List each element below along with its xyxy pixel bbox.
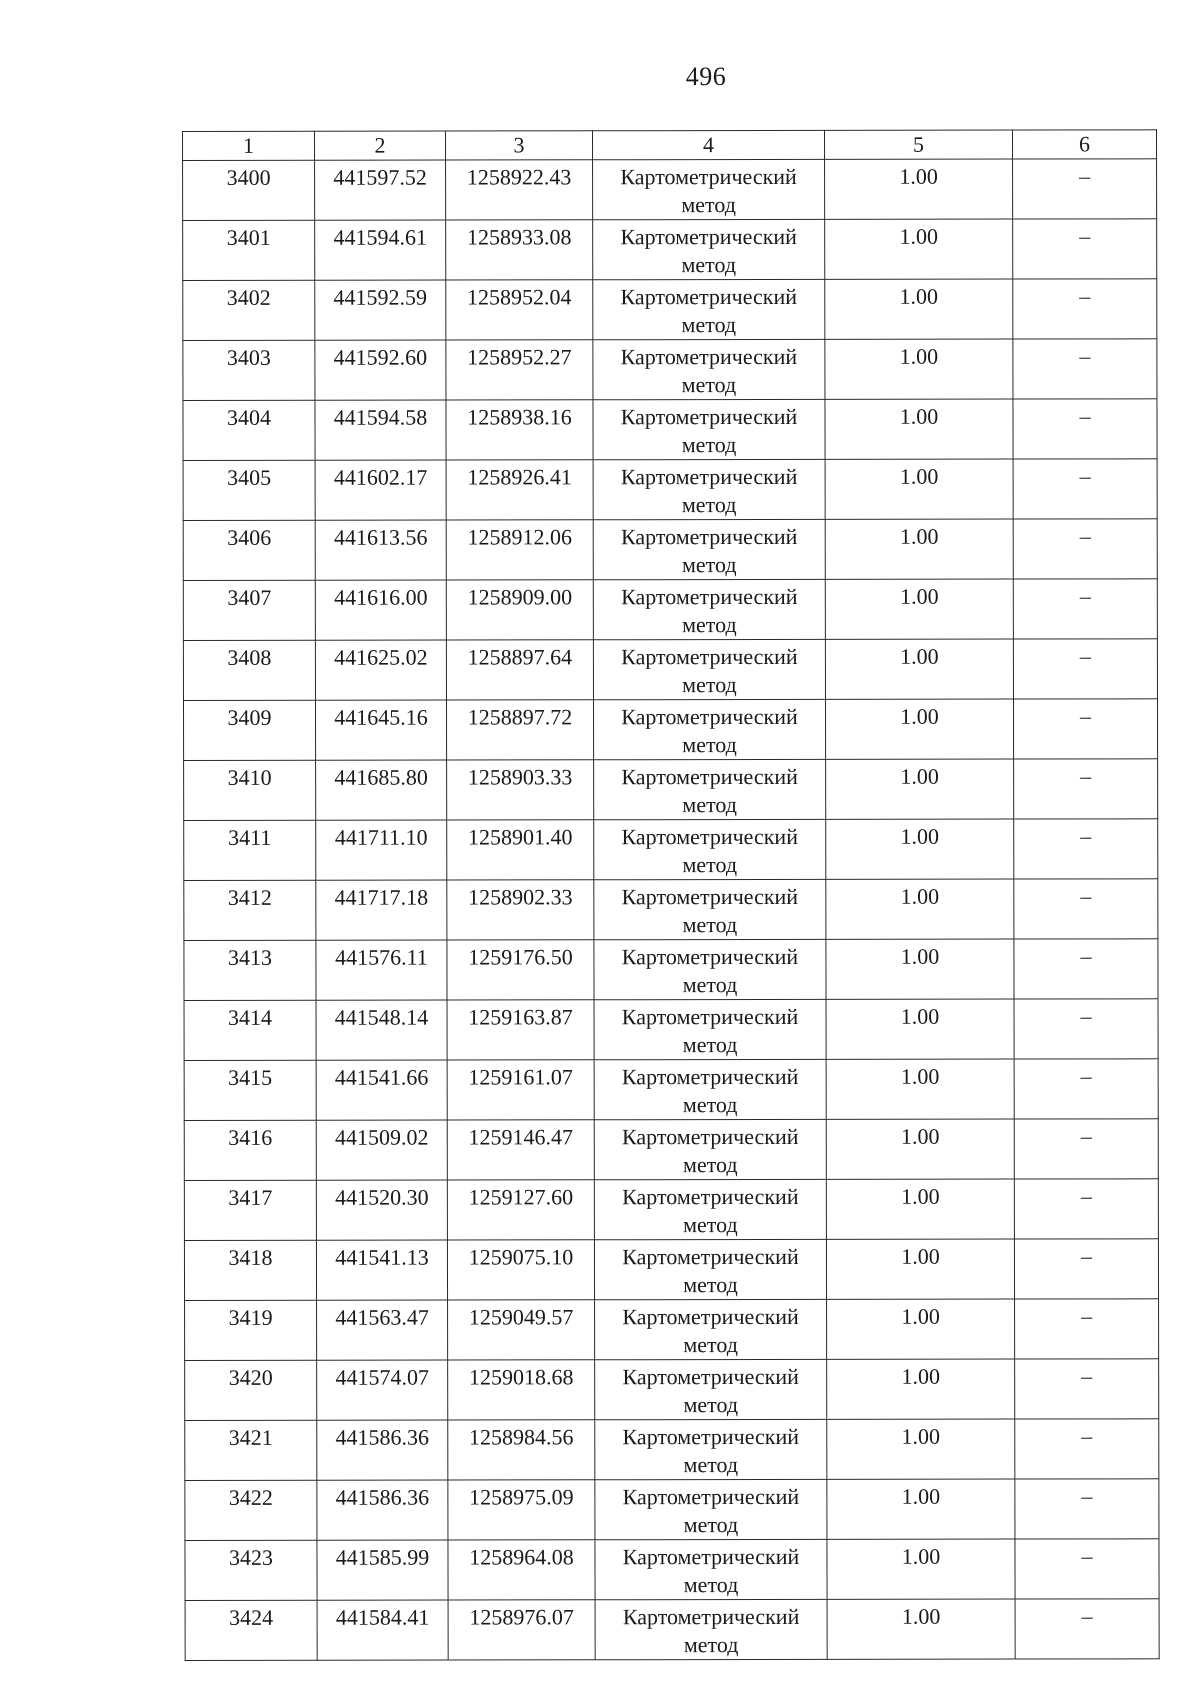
note-cell: – (1015, 1599, 1159, 1659)
y-coordinate-cell: 1258933.08 (446, 220, 593, 280)
method-line: метод (682, 612, 737, 638)
point-number-cell: 3420 (185, 1360, 317, 1420)
method-line: метод (682, 972, 738, 998)
x-coordinate-cell: 441541.66 (316, 1060, 447, 1120)
x-coordinate-cell: 441592.60 (315, 340, 446, 400)
x-coordinate-cell: 441509.02 (316, 1120, 447, 1180)
note-cell: – (1015, 1299, 1159, 1359)
method-line: Картометрический (621, 943, 799, 970)
coordinates-table (182, 129, 1160, 1661)
x-coordinate-cell: 441576.11 (316, 940, 447, 1000)
x-coordinate-cell: 441574.07 (317, 1360, 448, 1420)
table-row (183, 459, 1157, 521)
point-number-cell: 3403 (183, 340, 315, 400)
table-row (183, 339, 1157, 401)
method-line: метод (681, 372, 737, 398)
method-cell (594, 1239, 826, 1299)
table-row (185, 1359, 1159, 1421)
note-cell: – (1015, 1419, 1159, 1479)
x-coordinate-cell: 441613.56 (315, 520, 446, 580)
point-number-cell: 3409 (183, 700, 315, 760)
accuracy-cell: 1.00 (826, 1179, 1014, 1239)
note-cell: – (1014, 1059, 1158, 1119)
accuracy-cell: 1.00 (825, 519, 1013, 579)
y-coordinate-cell: 1258976.07 (448, 1600, 595, 1660)
table-row (184, 1239, 1158, 1301)
method-line: метод (681, 192, 736, 218)
table-row (183, 399, 1157, 461)
point-number-cell: 3406 (183, 520, 315, 580)
note-cell: – (1013, 279, 1157, 339)
method-line: Картометрический (622, 1243, 799, 1270)
method-cell (594, 819, 826, 879)
method-cell (593, 639, 825, 699)
method-cell (593, 219, 825, 279)
y-coordinate-cell: 1259127.60 (447, 1180, 594, 1240)
y-coordinate-cell: 1259163.87 (447, 1000, 594, 1060)
table-row (183, 219, 1157, 281)
method-line: Картометрический (621, 1063, 799, 1090)
method-line: Картометрический (622, 1303, 799, 1330)
point-number-cell: 3415 (184, 1060, 316, 1120)
table-row (184, 939, 1158, 1001)
method-cell (593, 279, 825, 339)
accuracy-cell: 1.00 (827, 1599, 1015, 1659)
accuracy-cell: 1.00 (826, 819, 1014, 879)
y-coordinate-cell: 1258912.06 (446, 520, 593, 580)
y-coordinate-cell: 1258897.72 (446, 700, 593, 760)
x-coordinate-cell: 441563.47 (317, 1300, 448, 1360)
table-row (185, 1299, 1159, 1361)
x-coordinate-cell: 441645.16 (315, 700, 446, 760)
method-line: метод (682, 672, 737, 698)
table-row (185, 1419, 1159, 1481)
note-cell: – (1015, 1479, 1159, 1539)
point-number-cell: 3404 (183, 400, 315, 460)
method-line: Картометрический (622, 1483, 800, 1510)
point-number-cell: 3421 (185, 1420, 317, 1480)
point-number-cell: 3414 (184, 1000, 316, 1060)
accuracy-cell: 1.00 (826, 1119, 1014, 1179)
point-number-cell: 3418 (184, 1240, 316, 1300)
column-header: 3 (446, 131, 593, 160)
y-coordinate-cell: 1258926.41 (446, 460, 593, 520)
method-line: Картометрический (621, 1003, 799, 1030)
method-line: Картометрический (620, 463, 798, 490)
method-cell (595, 1359, 827, 1419)
point-number-cell: 3400 (183, 160, 315, 220)
column-header: 4 (593, 130, 825, 159)
method-line: Картометрический (620, 283, 798, 310)
table-row (183, 159, 1157, 221)
method-line: метод (683, 1212, 738, 1238)
x-coordinate-cell: 441520.30 (316, 1180, 447, 1240)
note-cell: – (1014, 879, 1158, 939)
table-row (184, 879, 1158, 941)
accuracy-cell: 1.00 (825, 459, 1013, 519)
accuracy-cell: 1.00 (825, 579, 1013, 639)
table-row (183, 279, 1157, 341)
x-coordinate-cell: 441685.80 (316, 760, 447, 820)
note-cell: – (1013, 159, 1157, 219)
method-line: Картометрический (621, 1123, 799, 1150)
table-body (183, 159, 1160, 1661)
point-number-cell: 3408 (183, 640, 315, 700)
x-coordinate-cell: 441594.58 (315, 400, 446, 460)
note-cell: – (1013, 699, 1157, 759)
method-line: метод (682, 1092, 738, 1118)
accuracy-cell: 1.00 (825, 399, 1013, 459)
y-coordinate-cell: 1258902.33 (447, 880, 594, 940)
y-coordinate-cell: 1259018.68 (448, 1360, 595, 1420)
method-cell (593, 579, 825, 639)
table-row (184, 819, 1158, 881)
method-line: Картометрический (622, 1183, 799, 1210)
point-number-cell: 3402 (183, 280, 315, 340)
method-line: метод (681, 312, 737, 338)
point-number-cell: 3419 (185, 1300, 317, 1360)
point-number-cell: 3416 (184, 1120, 316, 1180)
method-line: Картометрический (622, 1423, 800, 1450)
accuracy-cell: 1.00 (826, 879, 1014, 939)
accuracy-cell: 1.00 (825, 219, 1013, 279)
method-line: метод (682, 912, 738, 938)
accuracy-cell: 1.00 (825, 639, 1013, 699)
method-line: Картометрический (621, 883, 799, 910)
accuracy-cell: 1.00 (827, 1539, 1015, 1599)
note-cell: – (1013, 639, 1157, 699)
method-line: Картометрический (621, 643, 798, 670)
table-row (185, 1539, 1159, 1601)
method-line: метод (683, 1632, 739, 1658)
point-number-cell: 3424 (185, 1600, 317, 1660)
y-coordinate-cell: 1258938.16 (446, 400, 593, 460)
x-coordinate-cell: 441586.36 (317, 1480, 448, 1540)
note-cell: – (1015, 1539, 1159, 1599)
point-number-cell: 3401 (183, 220, 315, 280)
accuracy-cell: 1.00 (826, 759, 1014, 819)
note-cell: – (1013, 399, 1157, 459)
method-line: метод (682, 852, 738, 878)
x-coordinate-cell: 441602.17 (315, 460, 446, 520)
note-cell: – (1014, 1239, 1158, 1299)
note-cell: – (1013, 339, 1157, 399)
method-line: метод (683, 1392, 739, 1418)
method-cell (595, 1419, 827, 1479)
method-cell (593, 459, 825, 519)
x-coordinate-cell: 441548.14 (316, 1000, 447, 1060)
method-line: метод (682, 792, 737, 818)
x-coordinate-cell: 441584.41 (317, 1600, 448, 1660)
accuracy-cell: 1.00 (827, 1359, 1015, 1419)
table-row (183, 639, 1157, 701)
method-cell (595, 1299, 827, 1359)
accuracy-cell: 1.00 (827, 1299, 1015, 1359)
point-number-cell: 3422 (185, 1480, 317, 1540)
method-line: Картометрический (621, 763, 798, 790)
method-cell (594, 939, 826, 999)
note-cell: – (1014, 999, 1158, 1059)
method-line: Картометрический (621, 703, 798, 730)
note-cell: – (1014, 819, 1158, 879)
method-line: Картометрический (620, 403, 798, 430)
note-cell: – (1013, 459, 1157, 519)
method-cell (593, 519, 825, 579)
x-coordinate-cell: 441541.13 (316, 1240, 447, 1300)
accuracy-cell: 1.00 (827, 1419, 1015, 1479)
point-number-cell: 3423 (185, 1540, 317, 1600)
y-coordinate-cell: 1258897.64 (446, 640, 593, 700)
method-cell (595, 1599, 827, 1659)
table-row (184, 759, 1158, 821)
accuracy-cell: 1.00 (826, 1239, 1014, 1299)
accuracy-cell: 1.00 (826, 1059, 1014, 1119)
method-cell (594, 879, 826, 939)
point-number-cell: 3412 (184, 880, 316, 940)
column-header: 2 (315, 131, 446, 160)
table-row (183, 519, 1157, 581)
method-line: Картометрический (620, 163, 797, 190)
method-line: метод (683, 1272, 738, 1298)
method-line: Картометрический (620, 523, 798, 550)
method-cell (593, 159, 825, 219)
method-cell (593, 399, 825, 459)
method-line: Картометрический (620, 223, 797, 250)
x-coordinate-cell: 441711.10 (316, 820, 447, 880)
table-row (184, 999, 1158, 1061)
method-cell (595, 1479, 827, 1539)
page-number: 496 (685, 62, 727, 91)
method-cell (595, 1539, 827, 1599)
method-line: метод (681, 432, 737, 458)
method-line: Картометрический (622, 1603, 800, 1630)
method-line: метод (683, 1512, 739, 1538)
note-cell: – (1013, 219, 1157, 279)
y-coordinate-cell: 1258901.40 (447, 820, 594, 880)
x-coordinate-cell: 441592.59 (315, 280, 446, 340)
table-row (184, 1059, 1158, 1121)
y-coordinate-cell: 1258964.08 (448, 1540, 595, 1600)
y-coordinate-cell: 1259176.50 (447, 940, 594, 1000)
y-coordinate-cell: 1258909.00 (446, 580, 593, 640)
header-row (183, 130, 1157, 161)
column-header: 6 (1012, 130, 1156, 159)
y-coordinate-cell: 1258984.56 (448, 1420, 595, 1480)
x-coordinate-cell: 441717.18 (316, 880, 447, 940)
method-line: Картометрический (622, 1363, 799, 1390)
method-line: Картометрический (621, 823, 798, 850)
method-line: метод (683, 1572, 739, 1598)
table-header (183, 130, 1157, 161)
x-coordinate-cell: 441594.61 (315, 220, 446, 280)
accuracy-cell: 1.00 (826, 999, 1014, 1059)
note-cell: – (1015, 1359, 1159, 1419)
y-coordinate-cell: 1258952.04 (446, 280, 593, 340)
method-line: Картометрический (622, 1543, 800, 1570)
accuracy-cell: 1.00 (826, 939, 1014, 999)
x-coordinate-cell: 441597.52 (315, 160, 446, 220)
table-row (185, 1479, 1159, 1541)
note-cell: – (1014, 939, 1158, 999)
accuracy-cell: 1.00 (825, 159, 1013, 219)
point-number-cell: 3413 (184, 940, 316, 1000)
point-number-cell: 3417 (184, 1180, 316, 1240)
y-coordinate-cell: 1258952.27 (446, 340, 593, 400)
x-coordinate-cell: 441586.36 (317, 1420, 448, 1480)
method-cell (594, 1179, 826, 1239)
x-coordinate-cell: 441616.00 (315, 580, 446, 640)
y-coordinate-cell: 1259049.57 (448, 1300, 595, 1360)
table-row (184, 1179, 1158, 1241)
accuracy-cell: 1.00 (827, 1479, 1015, 1539)
method-cell (594, 1059, 826, 1119)
method-line: метод (682, 1032, 738, 1058)
y-coordinate-cell: 1259075.10 (447, 1240, 594, 1300)
y-coordinate-cell: 1258903.33 (447, 760, 594, 820)
method-line: метод (682, 1152, 738, 1178)
method-line: Картометрический (620, 343, 798, 370)
method-line: метод (681, 552, 737, 578)
method-line: метод (683, 1452, 739, 1478)
y-coordinate-cell: 1259146.47 (447, 1120, 594, 1180)
x-coordinate-cell: 441625.02 (315, 640, 446, 700)
table-row (184, 1119, 1158, 1181)
y-coordinate-cell: 1258922.43 (446, 160, 593, 220)
point-number-cell: 3411 (184, 820, 316, 880)
point-number-cell: 3407 (183, 580, 315, 640)
accuracy-cell: 1.00 (825, 339, 1013, 399)
method-line: метод (681, 252, 737, 278)
accuracy-cell: 1.00 (825, 699, 1013, 759)
table-row (183, 699, 1157, 761)
accuracy-cell: 1.00 (825, 279, 1013, 339)
method-cell (593, 339, 825, 399)
method-line: метод (682, 732, 737, 758)
method-line: Картометрический (621, 583, 798, 610)
method-cell (594, 759, 826, 819)
point-number-cell: 3405 (183, 460, 315, 520)
note-cell: – (1014, 759, 1158, 819)
note-cell: – (1013, 519, 1157, 579)
table-row (185, 1599, 1159, 1661)
method-cell (593, 699, 825, 759)
x-coordinate-cell: 441585.99 (317, 1540, 448, 1600)
method-line: метод (683, 1332, 738, 1358)
y-coordinate-cell: 1258975.09 (448, 1480, 595, 1540)
note-cell: – (1013, 579, 1157, 639)
y-coordinate-cell: 1259161.07 (447, 1060, 594, 1120)
note-cell: – (1014, 1119, 1158, 1179)
method-cell (594, 1119, 826, 1179)
method-line: метод (681, 492, 737, 518)
column-header: 5 (824, 130, 1012, 159)
table-row (183, 579, 1157, 641)
note-cell: – (1014, 1179, 1158, 1239)
point-number-cell: 3410 (184, 760, 316, 820)
method-cell (594, 999, 826, 1059)
column-header: 1 (183, 131, 315, 160)
